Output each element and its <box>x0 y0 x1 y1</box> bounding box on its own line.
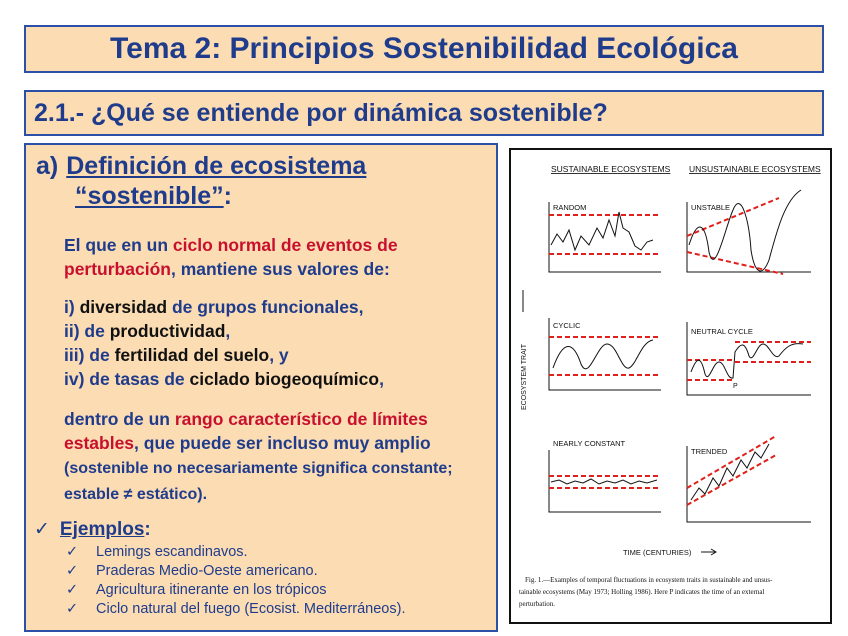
caption-line-3: perturbation. <box>519 600 555 608</box>
section-subtitle: 2.1.- ¿Qué se entiende por dinámica sostenible? <box>34 98 608 127</box>
para2-highlight: rango característico de límites estables <box>64 409 428 453</box>
perturbation-marker: P <box>733 383 738 390</box>
col-right-label: UNSUSTAINABLE ECOSYSTEMS <box>689 164 821 174</box>
series-nearly-constant <box>551 479 657 484</box>
list-item: ✓ Praderas Medio-Oeste americano. <box>66 563 318 579</box>
list-item: ✓ Agricultura itinerante en los trópicos <box>66 582 327 598</box>
heading-label: a) <box>36 152 59 180</box>
panel-label-cyclic: CYCLIC <box>553 321 581 330</box>
check-icon: ✓ <box>34 519 50 540</box>
examples-title: Ejemplos <box>59 519 145 540</box>
col-left-label: SUSTAINABLE ECOSYSTEMS <box>551 164 671 174</box>
y-axis-label: ECOSYSTEM TRAIT <box>521 344 528 410</box>
panel-label-nearly-constant: NEARLY CONSTANT <box>553 439 626 448</box>
page-title: Tema 2: Principios Sostenibilidad Ecológica <box>110 32 738 65</box>
para2-note: (sostenible no necesariamente significa constante; estable ≠ estático). <box>64 460 453 503</box>
para2-text-2: , que puede ser incluso muy amplio <box>134 433 431 453</box>
definition-paragraph-1 <box>64 233 484 281</box>
axis-unstable <box>687 202 811 272</box>
x-axis-label: TIME (CENTURIES) <box>623 548 692 557</box>
caption-line-2: tainable ecosystems (May 1973; Holling 1986). Here P indicates the time of an external <box>519 588 765 596</box>
trait-item: iv) de tasas de ciclado biogeoquímico, <box>64 369 384 389</box>
check-icon: ✓ <box>66 601 79 617</box>
para1-highlight: ciclo normal de eventos de perturbación <box>64 235 398 279</box>
series-cyclic <box>553 340 653 369</box>
traits-list <box>64 295 484 391</box>
heading-line1: Definición de ecosistema <box>66 152 367 180</box>
panel-label-random: RANDOM <box>553 203 587 212</box>
check-icon: ✓ <box>66 544 79 560</box>
list-item: ✓ Ciclo natural del fuego (Ecosist. Mediterráneos). <box>66 601 406 617</box>
examples-heading: ✓ Ejemplos: <box>34 519 151 540</box>
axis-trended <box>687 446 811 522</box>
panel-label-unstable: UNSTABLE <box>691 203 731 212</box>
para1-text-1: El que en un <box>64 235 173 255</box>
figure-graphic <box>511 150 830 622</box>
heading-colon: : <box>223 182 232 210</box>
definition-heading <box>36 151 366 211</box>
series-random <box>551 212 653 250</box>
examples-list <box>66 543 405 619</box>
caption-line-1: Fig. 1.—Examples of temporal fluctuations in ecosystem traits in sustainable and unsus- <box>525 576 773 584</box>
limit-line <box>687 252 783 274</box>
trait-item: iii) de fertilidad del suelo, y <box>64 345 289 365</box>
ecosystem-figure <box>509 148 832 624</box>
trait-item: i) diversidad de grupos funcionales, <box>64 297 364 317</box>
definition-paragraph-2 <box>64 407 484 507</box>
para1-text-2: , mantiene sus valores de: <box>170 259 390 279</box>
title-banner <box>24 25 824 73</box>
list-item: ✓ Lemings escandinavos. <box>66 544 248 560</box>
definition-panel <box>24 143 498 632</box>
panel-label-neutral-cycle: NEUTRAL CYCLE <box>691 327 753 336</box>
panel-label-trended: TRENDED <box>691 447 728 456</box>
heading-line2: “sostenible” <box>75 182 224 210</box>
axis-nearly-constant <box>549 450 661 512</box>
trait-item: ii) de productividad, <box>64 321 231 341</box>
para2-text-1: dentro de un <box>64 409 175 429</box>
check-icon: ✓ <box>66 563 79 579</box>
check-icon: ✓ <box>66 582 79 598</box>
subtitle-banner <box>24 90 824 136</box>
